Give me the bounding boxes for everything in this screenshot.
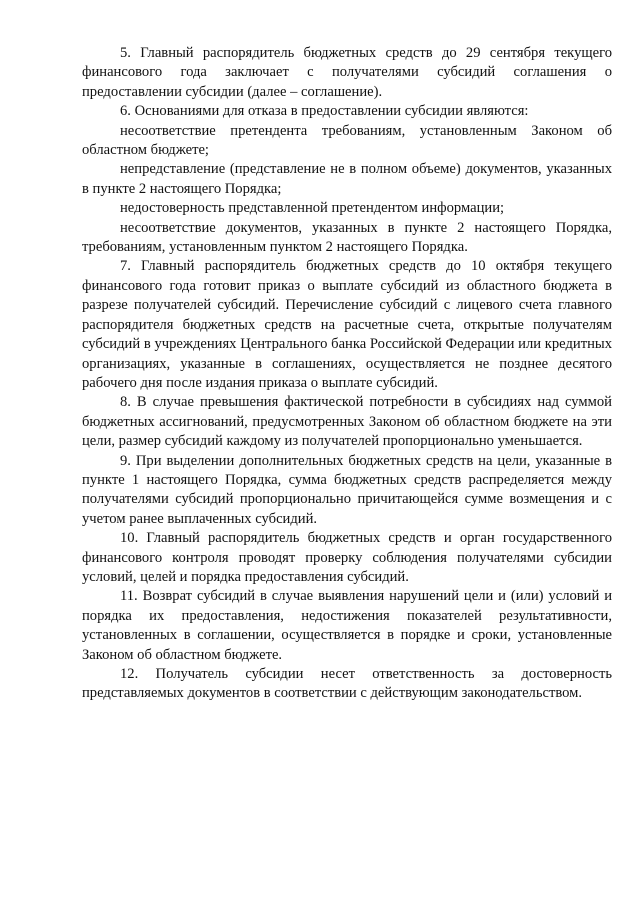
- paragraph-5: 5. Главный распорядитель бюджетных средств до 29 сентября текущего финансового года заключает с получателями субсидий соглашения о предоставлении субсидии (далее – соглашение).: [82, 45, 612, 100]
- paragraph-11: 11. Возврат субсидий в случае выявления нарушений цели и (или) условий и порядка их предоставления, недостижения показателей результативности, установленных в соглашении, осуществляется в порядке и сроки, установленные Законом об областном бюджете.: [82, 588, 612, 663]
- paragraph-9: 9. При выделении дополнительных бюджетных средств на цели, указанные в пункте 1 настоящего Порядка, сумма бюджетных средств распределяется между получателями субсидий пропорционально причитающейся сумме возмещения и с учетом ранее выплаченных субсидий.: [82, 452, 612, 527]
- document-body: [82, 44, 612, 704]
- paragraph-7: 7. Главный распорядитель бюджетных средств до 10 октября текущего финансового года готовит приказ о выплате субсидий из областного бюджета в разрезе получателей субсидий. Перечисление субсидий с лицевого счета главного распорядителя бюджетных средств на расчетные счета, открытые получателям субсидий в учреждениях Центрального банка Российской Федерации или кредитных организациях, указанные в соглашениях, осуществляется не позднее десятого рабочего дня после издания приказа о выплате субсидий.: [82, 258, 612, 391]
- paragraph-6-item-1: несоответствие претендента требованиям, установленным Законом об областном бюджете;: [82, 122, 612, 159]
- paragraph-12: 12. Получатель субсидии несет ответственность за достоверность представляемых документов в соответствии с действующим законодательством.: [82, 666, 612, 702]
- paragraph-6-item-2: непредставление (представление не в полном объеме) документов, указанных в пункте 2 настоящего Порядка;: [82, 161, 612, 197]
- paragraph-8: 8. В случае превышения фактической потребности в субсидиях над суммой бюджетных ассигнований, предусмотренных Законом об областном бюджете на эти цели, размер субсидий каждому из получателей пропорционально уменьшается.: [82, 394, 612, 450]
- paragraph-6-item-3: недостоверность представленной претендентом информации;: [120, 200, 505, 217]
- paragraph-6: 6. Основаниями для отказа в предоставлении субсидии являются:: [120, 103, 529, 120]
- paragraph-6-item-4: несоответствие документов, указанных в пункте 2 настоящего Порядка, требованиям, установленным пунктом 2 настоящего Порядка.: [82, 219, 612, 256]
- paragraph-10: 10. Главный распорядитель бюджетных средств и орган государственного финансового контроля проводят проверку соблюдения получателями субсидии условий, целей и порядка предоставления субсидий.: [82, 530, 612, 585]
